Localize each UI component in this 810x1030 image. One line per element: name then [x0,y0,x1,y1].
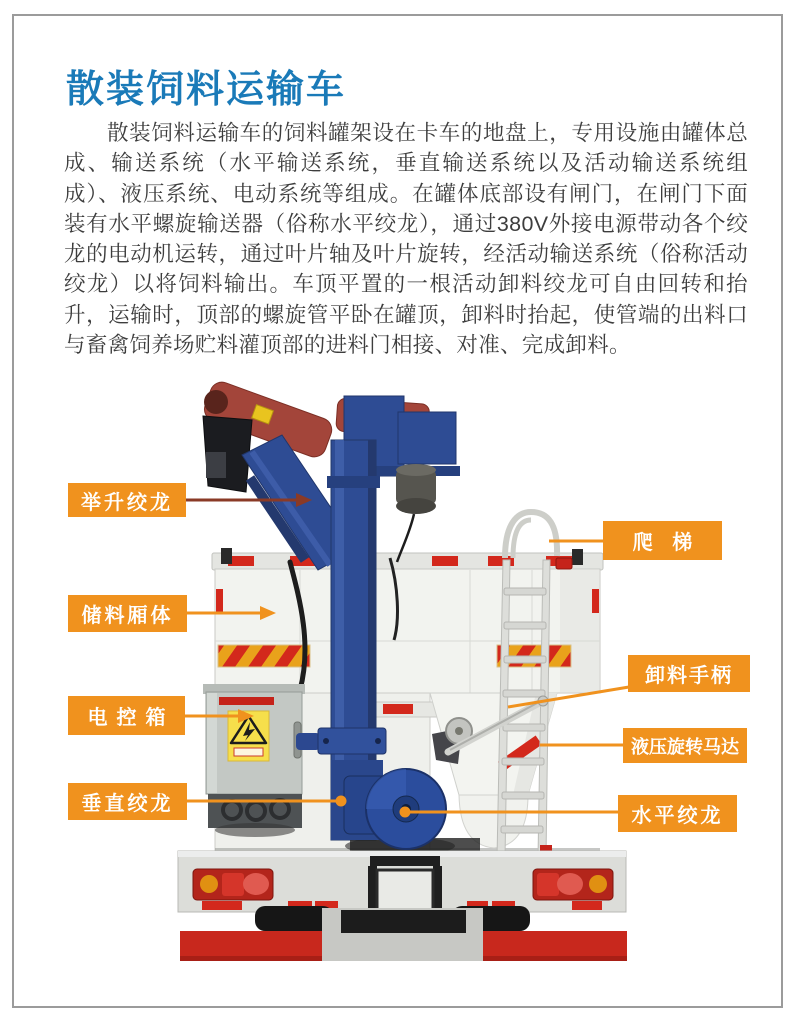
lower-bumper [180,908,627,961]
electric-control-box [203,684,305,837]
callout-horizontal-auger: 水平绞龙 [618,795,737,832]
hopper [430,693,557,848]
callout-lift-auger: 举升绞龙 [68,483,186,517]
callout-ladder: 爬 梯 [603,521,722,560]
rear-bumper [178,851,626,913]
callout-storage-box: 储料厢体 [68,595,187,632]
page-title: 散装饲料运输车 [66,69,347,111]
callout-discharge-handle: 卸料手柄 [628,655,750,692]
callout-electric-control-box: 电控箱 [68,696,185,735]
description-paragraph: 散装饲料运输车的饲料罐架设在卡车的地盘上，专用设施由罐体总成、输送系统（水平输送系统，垂直输送系统以及活动输送系统组成）、液压系统、电动系统等组成。在罐体底部设有闸门，在闸门下面装有水平螺旋输送器（俗称水平绞龙），通过380V外接电源带动各个绞龙的电动机运转，通过叶片轴及叶片旋转，经活动输送系统（俗称活动绞龙）以将饲料输出。车顶平置的一根活动卸料绞龙可自由回转和抬升，运输时，顶部的螺旋管平卧在罐顶，卸料时抬起，使管端的出料口与畜禽饲养场贮料灌顶部的进料门相接、对准、完成卸料。 [64,121,748,358]
motor-cylinder [396,464,436,562]
callout-vertical-auger: 垂直绞龙 [68,783,187,820]
callout-hydraulic-rotary-motor: 液压旋转马达 [623,728,747,763]
